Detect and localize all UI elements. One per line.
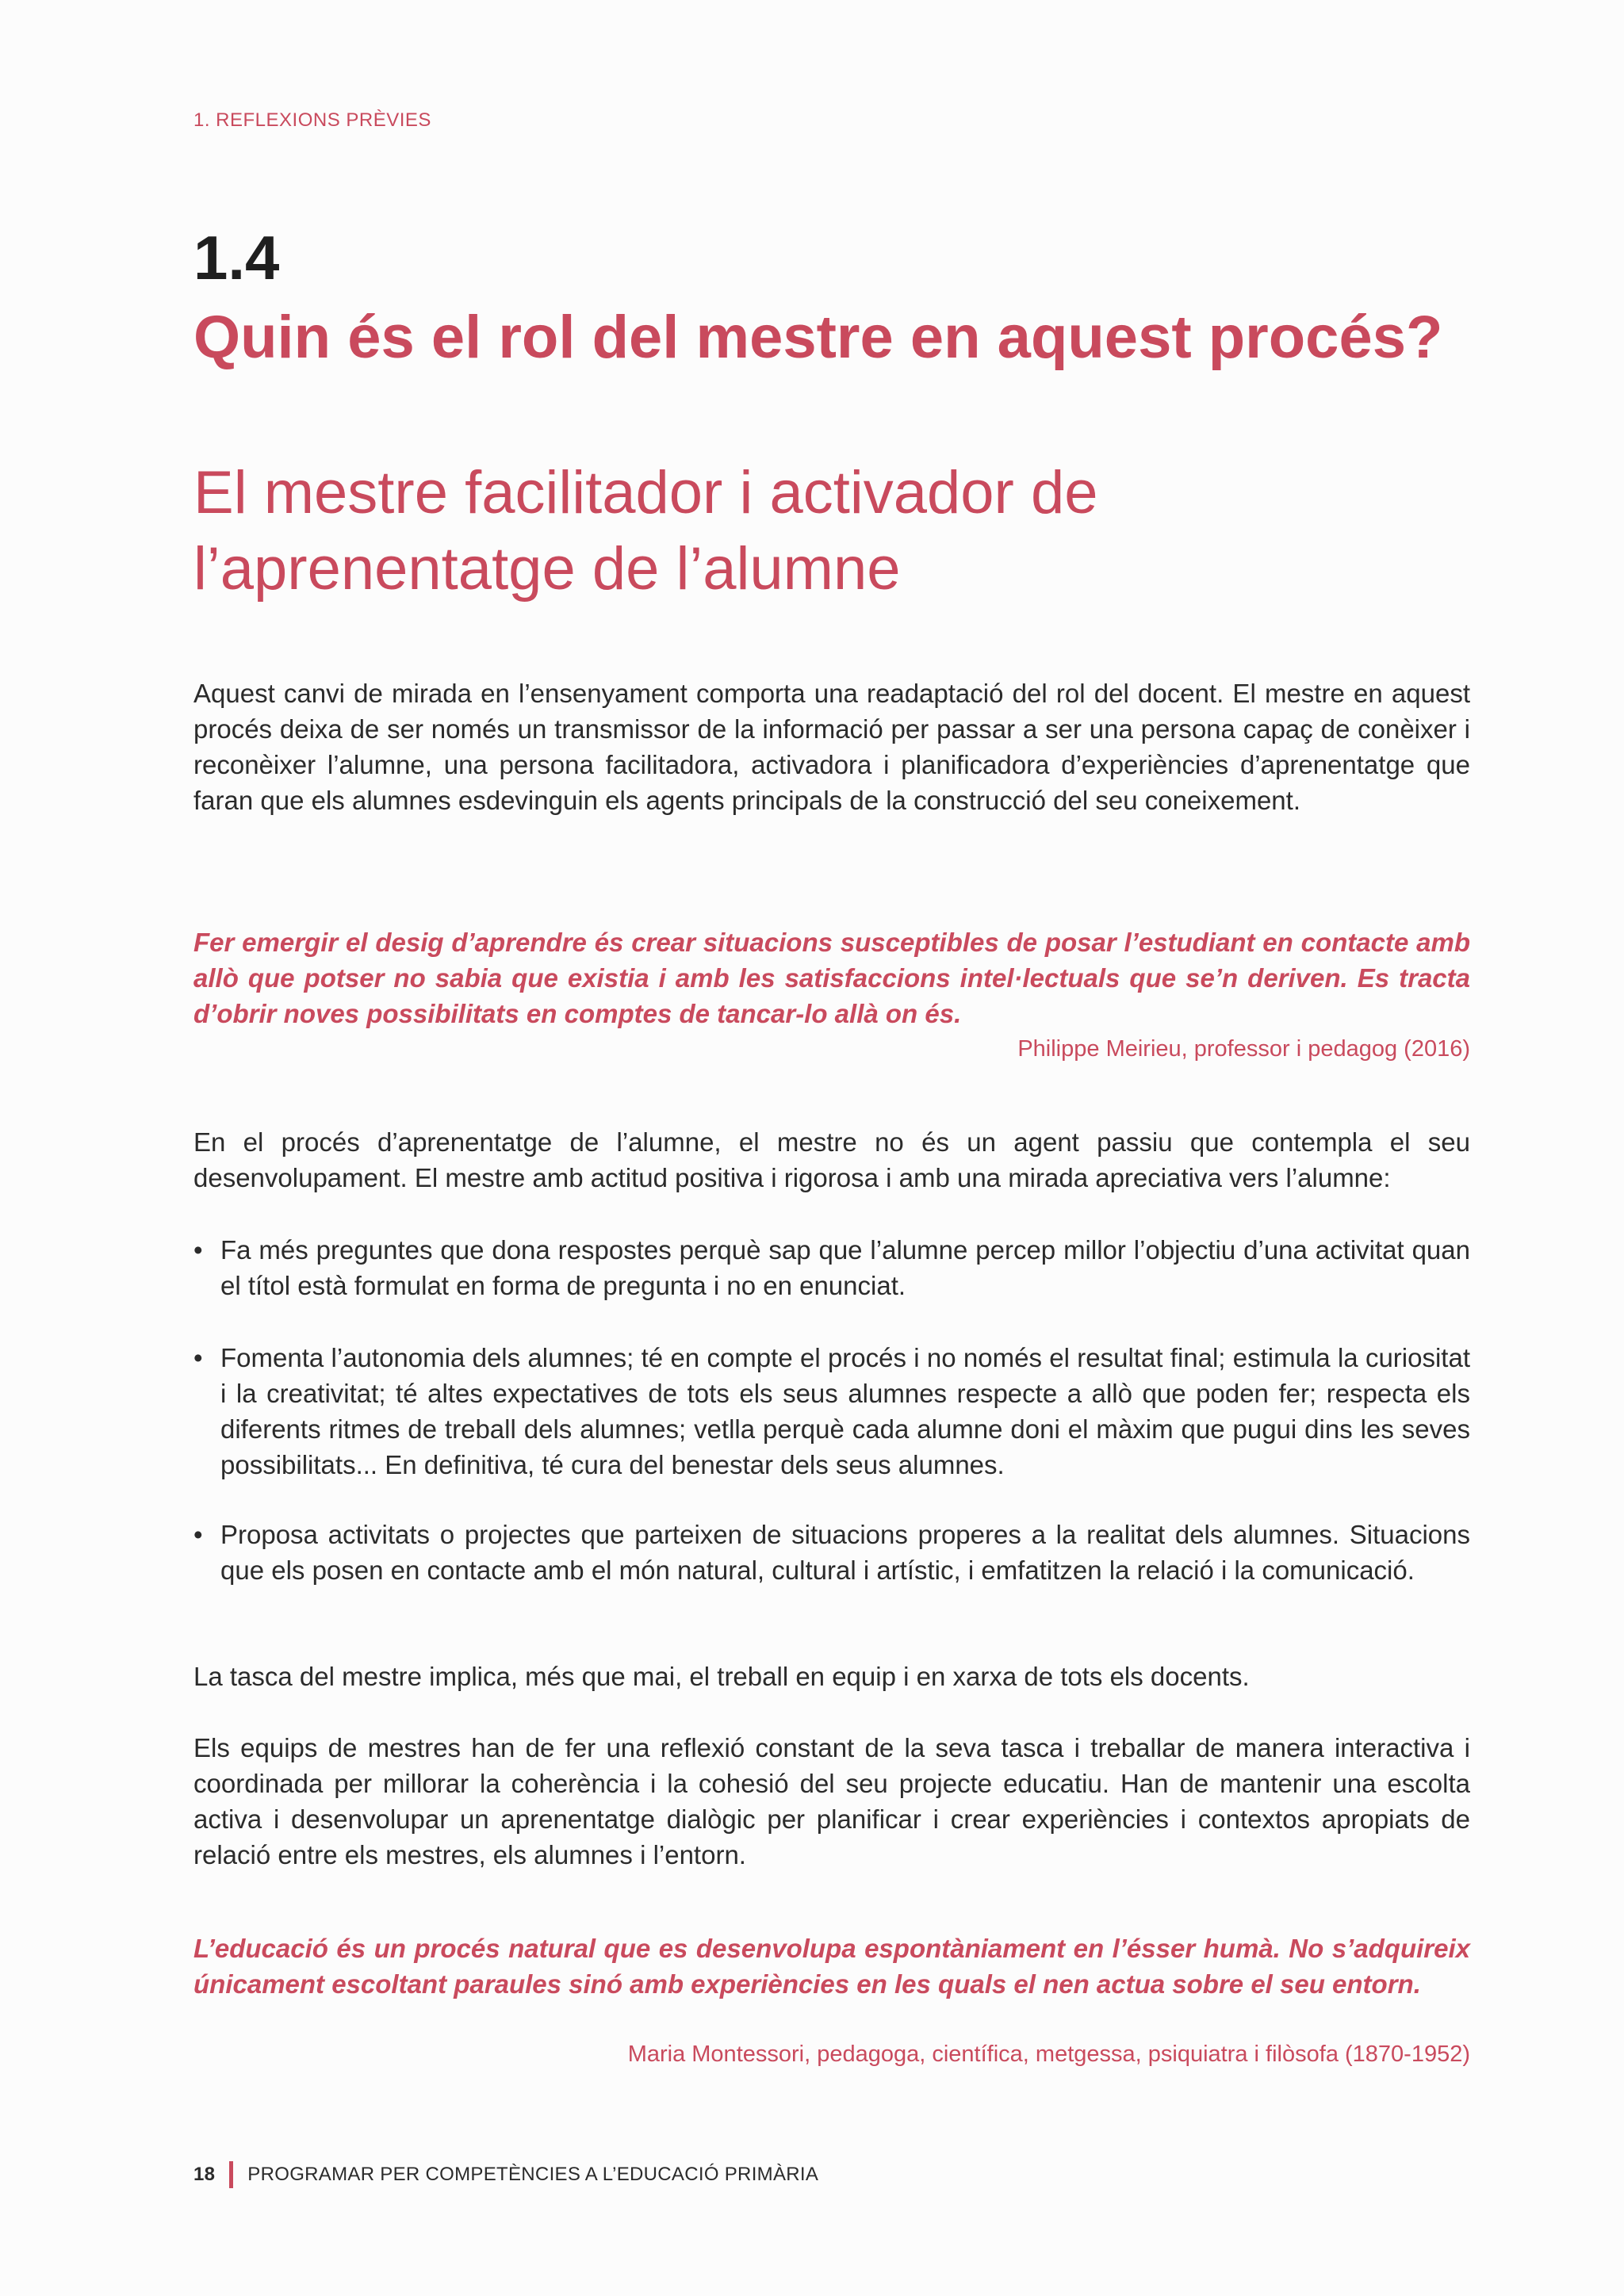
bullet-item-activities xyxy=(193,1517,1470,1588)
process-paragraph: En el procés d’aprenentatge de l’alumne, el mestre no és un agent passiu que contempla el seu desenvolupament. El mestre amb actitud positiva i rigorosa i amb una mirada apreciativa vers l’alumne: xyxy=(193,1127,1470,1192)
bullet-marker: • xyxy=(193,1235,203,1265)
section-number: 1.4 xyxy=(193,223,280,293)
bullet-item-autonomy xyxy=(193,1340,1470,1483)
teamwork-paragraph: La tasca del mestre implica, més que mai, el treball en equip i en xarxa de tots els docents. xyxy=(193,1662,1250,1691)
section-subtitle: El mestre facilitador i activador de l’aprenentatge de l’alumne xyxy=(193,459,1098,603)
bullet-text: Fa més preguntes que dona respostes perquè sap que l’alumne percep millor l’objectiu d’una activitat quan el títol està formulat en forma de pregunta i no en enunciat. xyxy=(220,1235,1470,1300)
bullet-item-questions xyxy=(193,1232,1470,1303)
teams-paragraph: Els equips de mestres han de fer una reflexió constant de la seva tasca i treballar de manera interactiva i coordinada per millorar la coherència i la cohesió del seu projecte educatiu. Han de mantenir una escolta activa i desenvolupar un aprenentatge dialògic per planificar i crear experiències i contextos apropiats de relació entre els mestres, els alumnes i l’entorn. xyxy=(193,1733,1470,1869)
bullet-marker: • xyxy=(193,1343,203,1372)
page-footer xyxy=(193,2161,818,2188)
quote-montessori-author: Maria Montessori, pedagoga, científica, metgessa, psiquiatra i filòsofa (1870-1952) xyxy=(627,2042,1470,2067)
quote-montessori: L’educació és un procés natural que es desenvolupa espontàniament en l’ésser humà. No s’adquireix únicament escoltant paraules sinó amb experiències en les quals el nen actua sobre el seu entorn. xyxy=(193,1934,1470,1999)
bullet-marker: • xyxy=(193,1520,203,1549)
book-title: PROGRAMAR PER COMPETÈNCIES A L’EDUCACIÓ PRIMÀRIA xyxy=(247,2164,819,2185)
intro-paragraph: Aquest canvi de mirada en l’ensenyament comporta una readaptació del rol del docent. El mestre en aquest procés deixa de ser només un transmissor de la informació per passar a ser una persona capaç de conèixer i reconèixer l’alumne, una persona facilitadora, activadora i planificadora d’experiències d’aprenentatge que faran que els alumnes esdevinguin els agents principals de la construcció del seu coneixement. xyxy=(193,679,1470,815)
quote-meirieu-author: Philippe Meirieu, professor i pedagog (2016) xyxy=(1017,1036,1470,1062)
quote-meirieu: Fer emergir el desig d’aprendre és crear situacions susceptibles de posar l’estudiant en contacte amb allò que potser no sabia que existia i amb les satisfaccions intel·lectuals que se’n deriven. Es tracta d’obrir noves possibilitats en comptes de tancar-lo allà on és. xyxy=(193,928,1470,1028)
page-number: 18 xyxy=(193,2164,216,2185)
chapter-label: 1. REFLEXIONS PRÈVIES xyxy=(193,109,431,131)
bullet-text: Proposa activitats o projectes que parteixen de situacions properes a la realitat dels alumnes. Situacions que els posen en contacte amb el món natural, cultural i artístic, i emfatitzen la relació i la comunicació. xyxy=(220,1520,1470,1585)
bullet-text: Fomenta l’autonomia dels alumnes; té en compte el procés i no només el resultat final; estimula la curiositat i la creativitat; té altes expectatives de tots els seus alumnes respecte a allò que poden fer; respecta els diferents ritmes de treball dels alumnes; vetlla perquè cada alumne doni el màxim que pugui dins les seves possibilitats... En definitiva, té cura del benestar dels seus alumnes. xyxy=(220,1343,1470,1479)
footer-separator xyxy=(229,2161,233,2188)
section-title: Quin és el rol del mestre en aquest procés? xyxy=(193,304,1443,371)
